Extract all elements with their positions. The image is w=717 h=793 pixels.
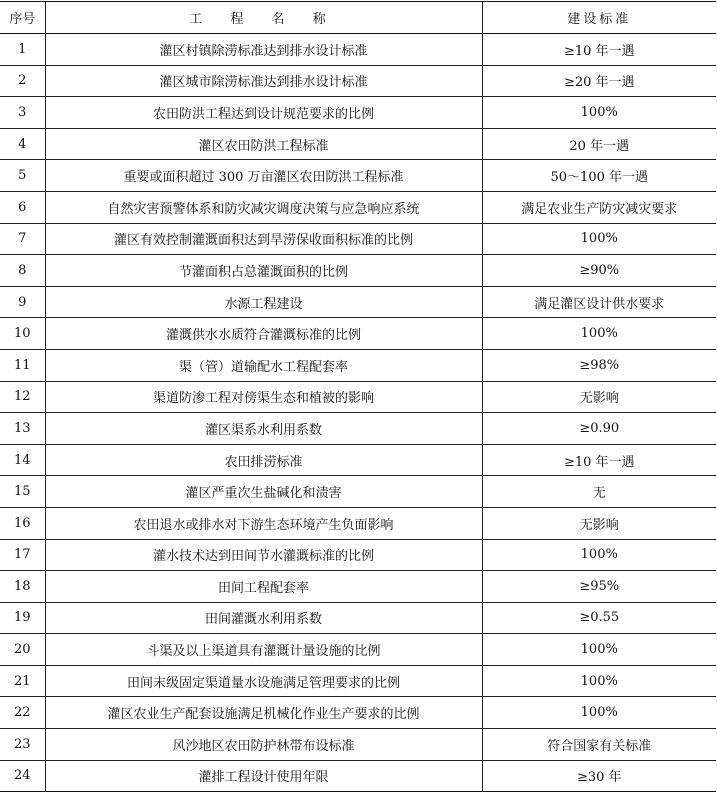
cell-name: 风沙地区农田防护林带布设标准 (45, 729, 482, 761)
table-row (0, 97, 716, 129)
header-name: 工 程 名 称 (45, 2, 482, 34)
table-row (0, 444, 716, 476)
cell-name: 灌区村镇除涝标准达到排水设计标准 (45, 34, 482, 66)
cell-standard: 100% (482, 697, 716, 729)
table-row (0, 507, 716, 539)
cell-index: 1 (0, 34, 45, 66)
cell-standard: 无 (482, 476, 716, 508)
cell-index: 19 (0, 602, 45, 634)
cell-standard: 无影响 (482, 381, 716, 413)
cell-index: 20 (0, 634, 45, 666)
table-row (0, 223, 716, 255)
cell-standard: 100% (482, 318, 716, 350)
table-row (0, 34, 716, 66)
cell-name: 渠（管）道输配水工程配套率 (45, 349, 482, 381)
standards-table (0, 1, 716, 792)
cell-index: 6 (0, 191, 45, 223)
cell-standard: 满足农业生产防灾减灾要求 (482, 191, 716, 223)
cell-standard: 符合国家有关标准 (482, 729, 716, 761)
cell-index: 3 (0, 97, 45, 129)
table-row (0, 255, 716, 287)
cell-name: 田间末级固定渠道量水设施满足管理要求的比例 (45, 665, 482, 697)
cell-name: 农田排涝标准 (45, 444, 482, 476)
cell-standard: 50～100 年一遇 (482, 160, 716, 192)
cell-standard: ≥10 年一遇 (482, 444, 716, 476)
table-row (0, 665, 716, 697)
cell-index: 16 (0, 507, 45, 539)
cell-standard: 100% (482, 539, 716, 571)
table-row (0, 286, 716, 318)
cell-index: 17 (0, 539, 45, 571)
table-row (0, 602, 716, 634)
cell-index: 15 (0, 476, 45, 508)
cell-name: 农田防洪工程达到设计规范要求的比例 (45, 97, 482, 129)
table-row (0, 697, 716, 729)
table-body (0, 34, 716, 792)
table-row (0, 413, 716, 445)
cell-standard: 100% (482, 634, 716, 666)
table-row (0, 571, 716, 603)
header-standard: 建设标准 (482, 2, 716, 34)
cell-index: 4 (0, 128, 45, 160)
cell-name: 自然灾害预警体系和防灾减灾调度决策与应急响应系统 (45, 191, 482, 223)
table-row (0, 760, 716, 792)
cell-standard: 100% (482, 223, 716, 255)
table-row (0, 65, 716, 97)
header-row (0, 2, 716, 34)
cell-name: 农田退水或排水对下游生态环境产生负面影响 (45, 507, 482, 539)
cell-standard: ≥0.55 (482, 602, 716, 634)
cell-standard: ≥0.90 (482, 413, 716, 445)
cell-index: 8 (0, 255, 45, 287)
table-row (0, 476, 716, 508)
cell-index: 18 (0, 571, 45, 603)
table-header (0, 2, 716, 34)
cell-index: 13 (0, 413, 45, 445)
table-row (0, 191, 716, 223)
cell-index: 22 (0, 697, 45, 729)
cell-name: 节灌面积占总灌溉面积的比例 (45, 255, 482, 287)
cell-name: 灌区农业生产配套设施满足机械化作业生产要求的比例 (45, 697, 482, 729)
cell-name: 灌溉供水水质符合灌溉标准的比例 (45, 318, 482, 350)
table-row (0, 634, 716, 666)
cell-index: 14 (0, 444, 45, 476)
cell-name: 水源工程建设 (45, 286, 482, 318)
cell-index: 10 (0, 318, 45, 350)
cell-index: 23 (0, 729, 45, 761)
cell-name: 灌区严重次生盐碱化和渍害 (45, 476, 482, 508)
cell-standard: ≥90% (482, 255, 716, 287)
table-row (0, 349, 716, 381)
cell-name: 田间灌溉水利用系数 (45, 602, 482, 634)
table-row (0, 318, 716, 350)
cell-name: 灌区渠系水利用系数 (45, 413, 482, 445)
cell-standard: ≥10 年一遇 (482, 34, 716, 66)
cell-standard: ≥20 年一遇 (482, 65, 716, 97)
cell-index: 9 (0, 286, 45, 318)
cell-name: 灌区城市除涝标准达到排水设计标准 (45, 65, 482, 97)
cell-name: 灌排工程设计使用年限 (45, 760, 482, 792)
cell-name: 渠道防渗工程对傍渠生态和植被的影响 (45, 381, 482, 413)
cell-index: 12 (0, 381, 45, 413)
cell-standard: 满足灌区设计供水要求 (482, 286, 716, 318)
table-row (0, 539, 716, 571)
cell-index: 24 (0, 760, 45, 792)
cell-name: 重要或面积超过 300 万亩灌区农田防洪工程标准 (45, 160, 482, 192)
cell-name: 田间工程配套率 (45, 571, 482, 603)
cell-index: 21 (0, 665, 45, 697)
table-row (0, 381, 716, 413)
cell-standard: 20 年一遇 (482, 128, 716, 160)
cell-name: 灌区农田防洪工程标准 (45, 128, 482, 160)
header-index: 序号 (0, 2, 45, 34)
cell-standard: ≥95% (482, 571, 716, 603)
cell-standard: ≥30 年 (482, 760, 716, 792)
table-row (0, 160, 716, 192)
cell-standard: 无影响 (482, 507, 716, 539)
table-row (0, 729, 716, 761)
table-row (0, 128, 716, 160)
cell-name: 灌区有效控制灌溉面积达到旱涝保收面积标准的比例 (45, 223, 482, 255)
cell-standard: 100% (482, 97, 716, 129)
cell-index: 7 (0, 223, 45, 255)
cell-standard: 100% (482, 665, 716, 697)
cell-index: 5 (0, 160, 45, 192)
cell-index: 2 (0, 65, 45, 97)
cell-standard: ≥98% (482, 349, 716, 381)
cell-index: 11 (0, 349, 45, 381)
cell-name: 斗渠及以上渠道具有灌溉计量设施的比例 (45, 634, 482, 666)
cell-name: 灌水技术达到田间节水灌溉标准的比例 (45, 539, 482, 571)
